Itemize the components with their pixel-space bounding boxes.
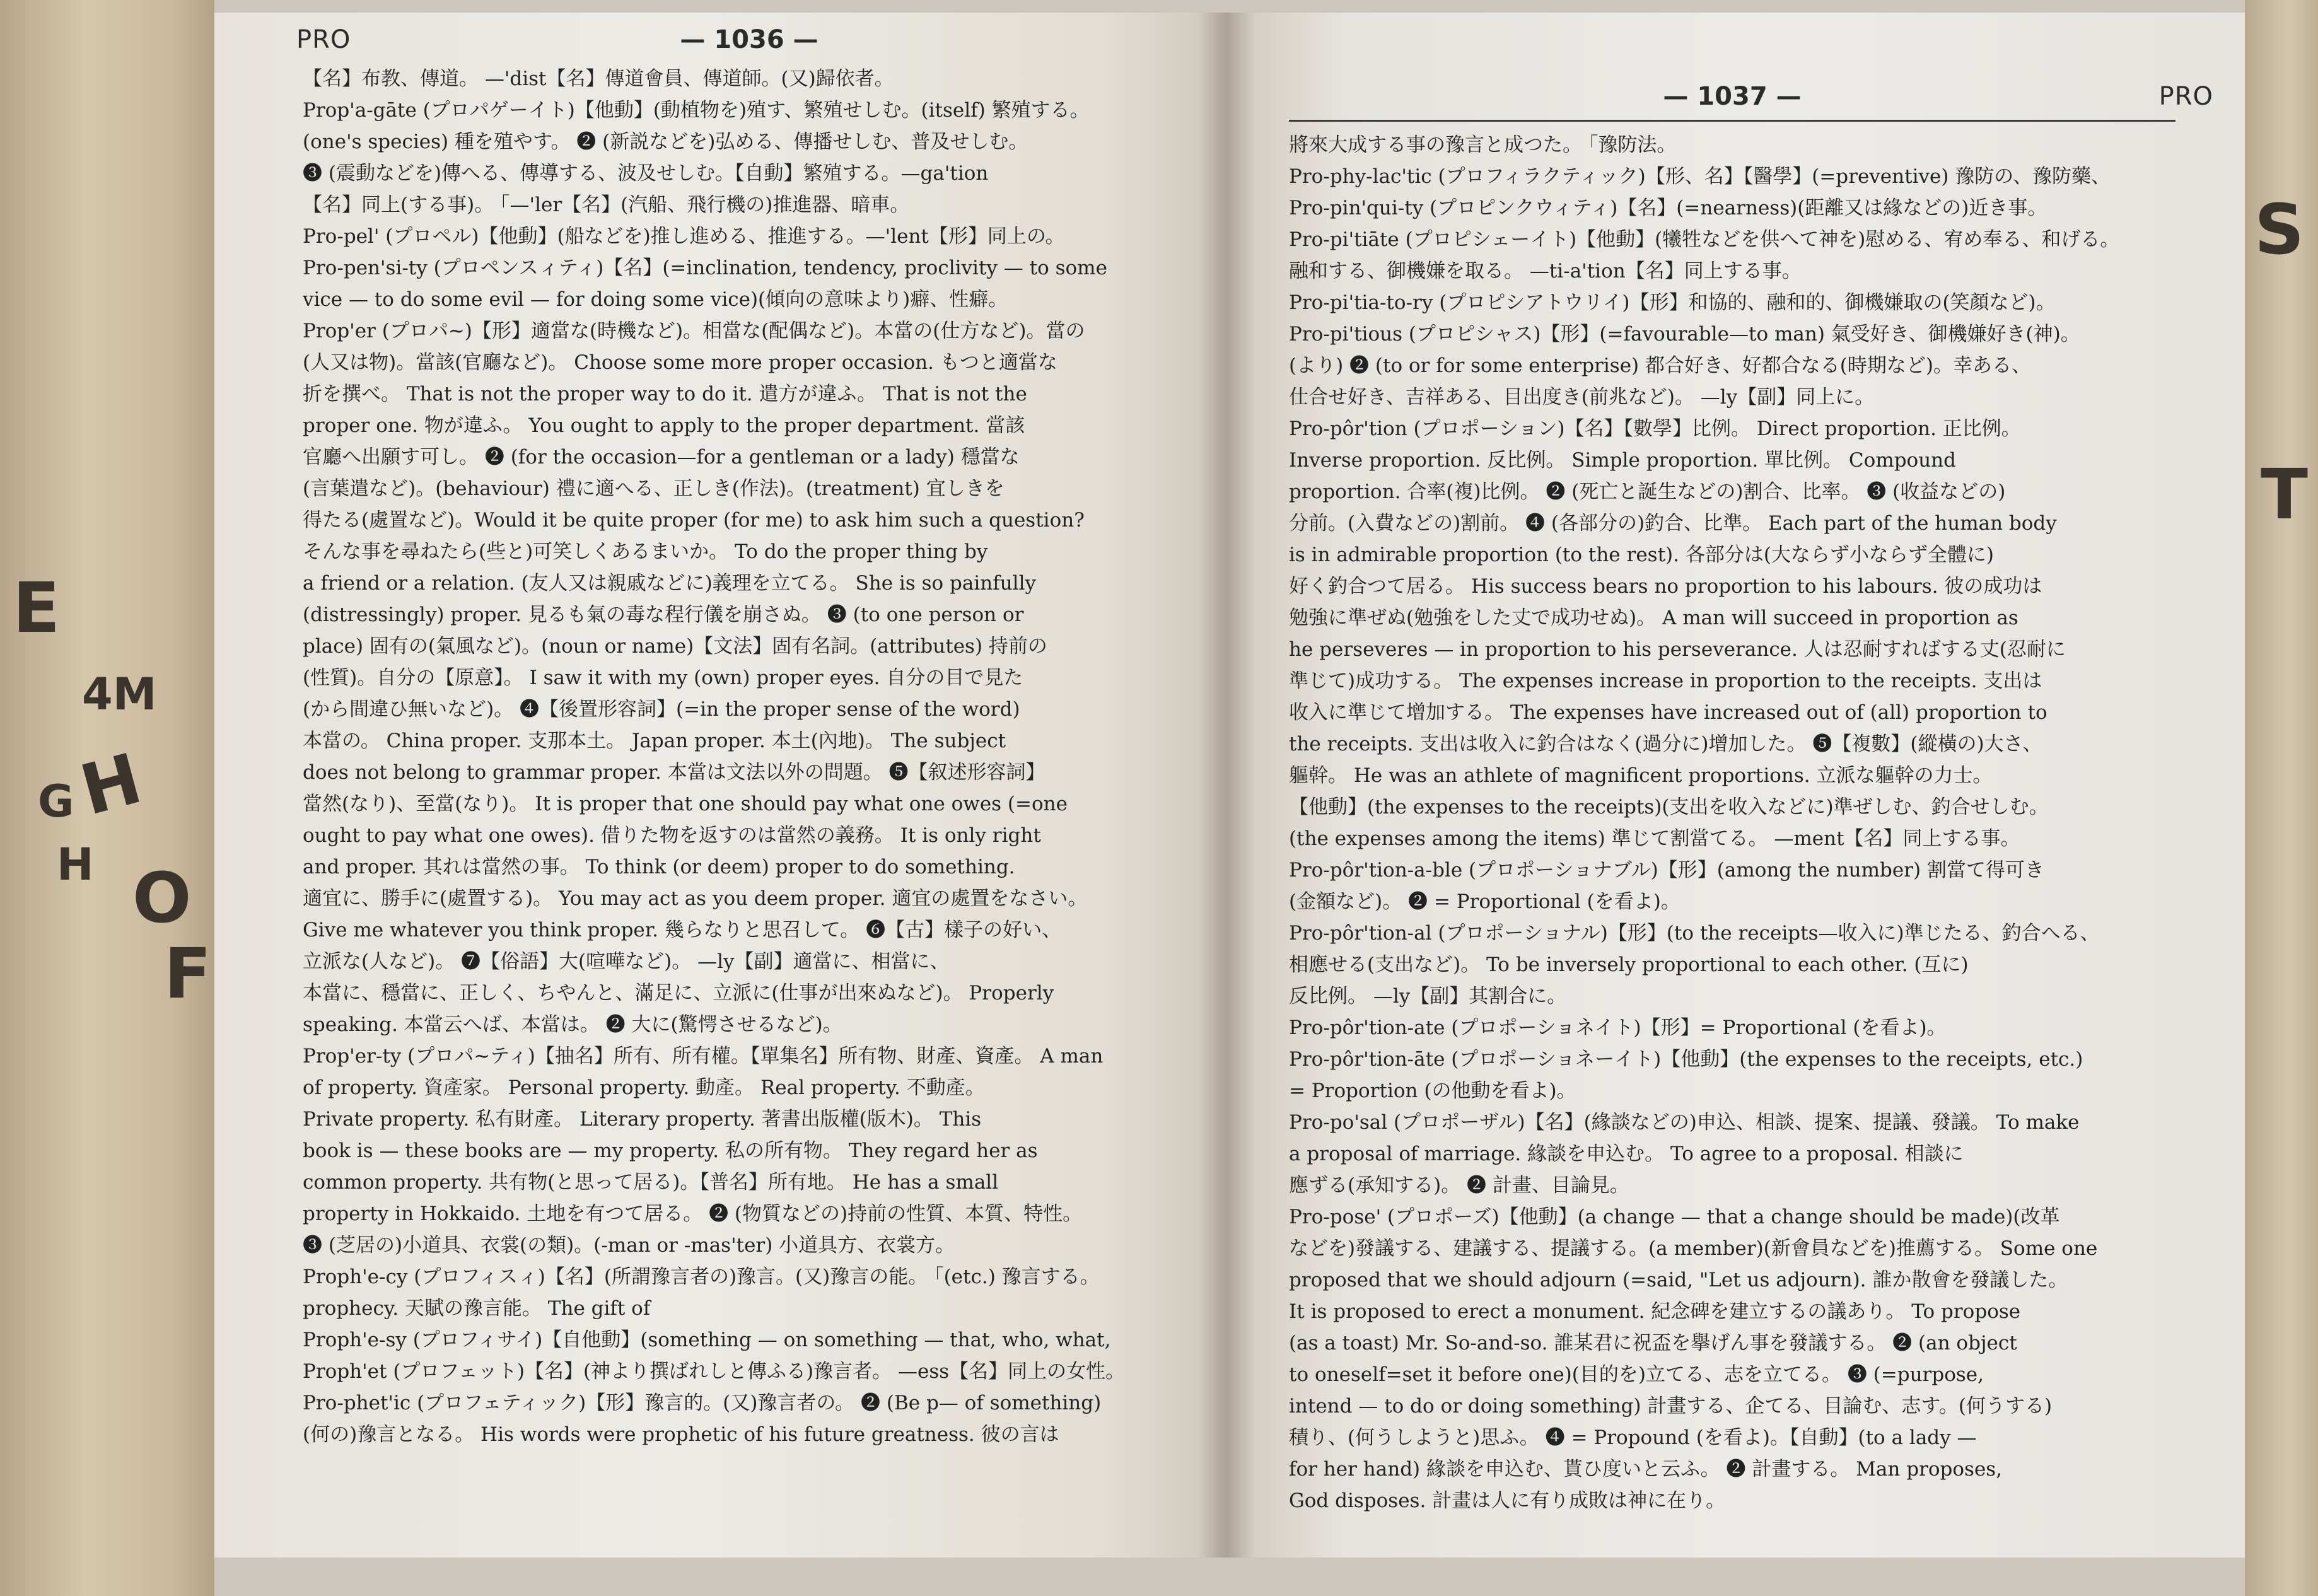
entry-line: 得たる(處置など)。Would it be quite proper (for me) to ask him such a question? — [303, 509, 1085, 532]
entry-line: (distressingly) proper. 見るも氣の毒な程行儀を崩さぬ。 ❸ (to one person or — [303, 603, 1024, 626]
edge-mark: H — [73, 738, 150, 831]
entry-line: Private property. 私有財產。 Literary property. 著書出版權(版木)。 This — [303, 1108, 982, 1131]
entry-line: 將來大成する事の豫言と成つた。 ｢豫防法。 — [1289, 134, 1677, 156]
page-number: — 1036 — — [680, 25, 818, 54]
guide-word: PRO — [2158, 82, 2213, 111]
entry-line: 立派な(人など)。 ❼【俗語】大(喧嘩など)。 —ly【副】適當に、相當に、 — [303, 950, 950, 973]
entry-line: (より) ❷ (to or for some enterprise) 都合好き、好都合なる(時期など)。幸ある、 — [1289, 354, 2031, 377]
entry-line: is in admirable proportion (to the rest). 各部分は(大ならず小ならず全體に) — [1289, 544, 1995, 566]
edge-mark: E — [13, 568, 61, 648]
entry-line: (から間違ひ無いなど)。 ❹【後置形容詞】(=in the proper sense of the word) — [303, 698, 1020, 721]
entry-line: 融和する、御機嫌を取る。 —ti-a'tion【名】同上する事。 — [1289, 260, 1802, 283]
page-header — [296, 25, 1196, 63]
guide-word: PRO — [296, 25, 351, 54]
entry-line: Prop'er-ty (プロパ~ティ)【抽名】所有、所有權。【單集名】所有物、財產、資產。 A man — [303, 1045, 1104, 1068]
entry-line: he perseveres — in proportion to his perseverance. 人は忍耐すればする丈(忍耐に — [1289, 638, 2066, 661]
entry-line: (性質)。自分の【原意】。 I saw it with my (own) proper eyes. 自分の目で見た — [303, 667, 1023, 689]
entry-line: Proph'et (プロフェット)【名】(神より撰ばれしと傳ふる)豫言者。 —ess【名】同上の女性。 — [303, 1360, 1126, 1383]
entry-line: 相應せる(支出など)。 To be inversely proportional to each other. (互に) — [1289, 953, 1969, 976]
entry-line: 仕合せ好き、吉祥ある、目出度き(前兆など)。 —ly【副】同上に。 — [1289, 386, 1875, 409]
entry-line: = Proportion (の他動を看よ)。 — [1289, 1080, 1576, 1102]
entry-line: a proposal of marriage. 緣談を申込む。 To agree to a proposal. 相談に — [1289, 1143, 1964, 1165]
entry-line: Pro-pi'tiāte (プロピシェーイト)【他動】(犧牲などを供へて神を)慰める、宥め奉る、和げる。 — [1289, 228, 2120, 251]
entry-line: Proph'e-sy (プロフィサイ)【自他動】(something — on something — that, who, what, — [303, 1329, 1111, 1351]
entry-line: Prop'er (プロパ~)【形】適當な(時機など)。相當な(配偶など)。本當の(仕方など)。當の — [303, 320, 1085, 342]
entry-line: (言葉遣など)。(behaviour) 禮に適へる、正しき(作法)。(treatment) 宜しきを — [303, 477, 1005, 500]
entry-line: proportion. 合率(複)比例。 ❷ (死亡と誕生などの)割合、比率。 ❸ (收益などの) — [1289, 481, 2006, 503]
entry-line: book is — these books are — my property. 私の所有物。 They regard her as — [303, 1139, 1038, 1162]
book-gutter — [1198, 13, 1255, 1558]
entry-line: Pro-phy-lac'tic (プロフィラクティック)【形、名】【醫學】(=preventive) 豫防の、豫防藥、 — [1289, 165, 2111, 188]
entry-line: 軀幹。 He was an athlete of magnificent proportions. 立派な軀幹の力士。 — [1289, 764, 1993, 787]
entry-line: Prop'a-gāte (プロパゲーイト)【他動】(動植物を)殖す、繁殖せしむ。(itself) 繁殖する。 — [303, 99, 1090, 122]
entry-line: of property. 資產家。 Personal property. 動產。 Real property. 不動產。 — [303, 1076, 985, 1099]
entry-line: common property. 共有物(と思って居る)。【普名】所有地。 He has a small — [303, 1171, 999, 1194]
entry-line: proposed that we should adjourn (=said, "Let us adjourn). 誰か散會を發議した。 — [1289, 1269, 2068, 1291]
entry-line: Pro-pi'tia-to-ry (プロピシアトウリイ)【形】和協的、融和的、御機嫌取の(笑顏など)。 — [1289, 291, 2056, 314]
entry-line: (人又は物)。當該(官廳など)。 Choose some more proper occasion. もつと適當な — [303, 351, 1057, 374]
entry-line: 準じて)成功する。 The expenses increase in proportion to the receipts. 支出は — [1289, 670, 2042, 692]
entry-line: Pro-pôr'tion (プロポーション)【名】【數學】比例。 Direct proportion. 正比例。 — [1289, 417, 2021, 440]
right-page — [1223, 13, 2245, 1558]
entry-line: It is proposed to erect a monument. 紀念碑を建立するの議あり。 To propose — [1289, 1300, 2021, 1323]
entry-line: place) 固有の(氣風など)。(noun or name)【文法】固有名詞。(attributes) 持前の — [303, 635, 1047, 658]
edge-mark: T — [2261, 454, 2309, 535]
entry-line: does not belong to grammar proper. 本當は文法以外の問題。 ❺【叙述形容詞】 — [303, 761, 1045, 784]
entry-line: Pro-pôr'tion-āte (プロポーショネーイト)【他動】(the expenses to the receipts, etc.) — [1289, 1048, 2083, 1071]
entry-line: そんな事を尋ねたら(些と)可笑しくあるまいか。 To do the proper thing by — [303, 540, 988, 563]
entry-line: proper one. 物が違ふ。 You ought to apply to the proper department. 當該 — [303, 414, 1025, 437]
entry-line: 分前。(入費などの)割前。 ❹ (各部分の)釣合、比準。 Each part of the human body — [1289, 512, 2057, 535]
entry-line: Pro-pin'qui-ty (プロピンクウィティ)【名】(=nearness)(距離又は緣などの)近き事。 — [1289, 197, 2047, 219]
entry-line: ❸ (震動などを)傳へる、傳導する、波及せしむ。【自動】繁殖する。—ga'tion — [303, 162, 989, 185]
entry-line: Pro-pôr'tion-a-ble (プロポーショナブル)【形】(among the number) 割當て得可き — [1289, 859, 2044, 882]
edge-mark: F — [164, 933, 212, 1014]
entry-line: ❸ (芝居の)小道具、衣裳(の類)。(-man or -mas'ter) 小道具方、衣裳方。 — [303, 1234, 955, 1257]
entry-line: 反比例。 —ly【副】其割合に。 — [1289, 985, 1567, 1008]
entry-line: 積り、(何うしようと)思ふ。 ❹ = Propound (を看よ)。【自動】(to a lady — — [1289, 1426, 1977, 1449]
entry-line: property in Hokkaido. 土地を有つて居る。 ❷ (物質などの)持前の性質、本質、特性。 — [303, 1203, 1083, 1225]
entry-line: Pro-pôr'tion-al (プロポーショナル)【形】(to the receipts—收入に)準じたる、釣合へる、 — [1289, 922, 2100, 945]
entry-line: Pro-po'sal (プロポーザル)【名】(緣談などの)申込、相談、提案、提議、發議。 To make — [1289, 1111, 2080, 1134]
dictionary-entries — [303, 63, 1196, 1450]
entry-line: (one's species) 種を殖やす。 ❷ (新説などを)弘める、傳播せしむ、普及せしむ。 — [303, 131, 1028, 153]
entry-line: 【名】同上(する事)。 ｢—'ler【名】(汽船、飛行機の)推進器、暗車。 — [303, 194, 910, 216]
edge-mark: G — [38, 776, 74, 827]
entry-line: Pro-phet'ic (プロフェティック)【形】豫言的。(又)豫言者の。 ❷ (Be p— of something) — [303, 1392, 1102, 1414]
entry-line: Proph'e-cy (プロフィスィ)【名】(所謂豫言者の)豫言。(又)豫言の能。 ｢(etc.) 豫言する。 — [303, 1266, 1100, 1288]
entry-line: (as a toast) Mr. So-and-so. 誰某君に祝盃を擧げん事を發議する。 ❷ (an object — [1289, 1332, 2017, 1354]
entry-line: 折を撰べ。 That is not the proper way to do it. 遣方が違ふ。 That is not the — [303, 383, 1027, 405]
entry-line: God disposes. 計畫は人に有り成敗は神に在り。 — [1289, 1489, 1726, 1512]
thumb-index-left — [13, 568, 212, 1135]
entry-line: (金額など)。 ❷ = Proportional (を看よ)。 — [1289, 890, 1680, 913]
entry-line: intend — to do or doing something) 計畫する、企てる、目論む、志す。(何うする) — [1289, 1395, 2053, 1418]
entry-line: to oneself=set it before one)(目的を)立てる、志を立てる。 ❸ (=purpose, — [1289, 1363, 1984, 1386]
entry-line: for her hand) 緣談を申込む、貰ひ度いと云ふ。 ❷ 計畫する。 Man proposes, — [1289, 1458, 2003, 1481]
entry-line: 官廳へ出願す可し。 ❷ (for the occasion—for a gentleman or a lady) 穩當な — [303, 446, 1020, 469]
entry-line: speaking. 本當云へば、本當は。 ❷ 大に(驚愕させるなど)。 — [303, 1013, 842, 1036]
page-number: — 1037 — — [1663, 82, 1802, 111]
entry-line: ought to pay what one owes). 借りた物を返すのは當然の義務。 It is only right — [303, 824, 1041, 847]
entry-line: 勉強に準ぜぬ(勉強をした丈で成功せぬ)。 A man will succeed in proportion as — [1289, 607, 2018, 629]
entry-line: (何の)豫言となる。 His words were prophetic of his future greatness. 彼の言は — [303, 1423, 1059, 1446]
edge-mark: S — [2254, 189, 2305, 270]
edge-mark: 4M — [82, 668, 157, 720]
entry-line: (the expenses among the items) 準じて割當てる。 —ment【名】同上する事。 — [1289, 827, 2020, 850]
entry-line: a friend or a relation. (友人又は親戚などに)義理を立てる。 She is so painfully — [303, 572, 1037, 595]
dictionary-entries — [1289, 129, 2175, 1517]
entry-line: 收入に準じて增加する。 The expenses have increased out of (all) proportion to — [1289, 701, 2047, 724]
entry-line: 本當に、穩當に、正しく、ちやんと、滿足に、立派に(仕事が出來ぬなど)。 Properly — [303, 982, 1054, 1005]
entry-line: Inverse proportion. 反比例。 Simple proportion. 單比例。 Compound — [1289, 449, 1956, 472]
entry-line: 本當の。 China proper. 支那本土。 Japan proper. 本土(內地)。 The subject — [303, 730, 1006, 752]
entry-line: などを)發議する、建議する、提議する。(a member)(新會員などを)推薦する。 Some one — [1289, 1237, 2098, 1260]
entry-line: 好く釣合つて居る。 His success bears no proportion to his labours. 彼の成功は — [1289, 575, 2042, 598]
edge-mark: O — [132, 858, 192, 938]
page-header — [1289, 82, 2213, 122]
entry-line: 【他動】(the expenses to the receipts)(支出を收入などに)準ぜしむ、釣合せしむ。 — [1289, 796, 2049, 818]
entry-line: prophecy. 天賦の豫言能。 The gift of — [303, 1297, 651, 1320]
entry-line: 適宜に、勝手に(處置する)。 You may act as you deem proper. 適宜の處置をなさい。 — [303, 887, 1088, 910]
entry-line: 【名】布教、傳道。 —'dist【名】傳道會員、傳道師。(又)歸依者。 — [303, 67, 894, 90]
entry-line: vice — to do some evil — for doing some vice)(傾向の意味より)癖、性癖。 — [303, 288, 1008, 311]
entry-line: Give me whatever you think proper. 幾らなりと思召して。 ❻【古】樣子の好い、 — [303, 919, 1062, 941]
entry-line: Pro-pi'tious (プロピシャス)【形】(=favourable—to man) 氣受好き、御機嫌好き(神)。 — [1289, 323, 2080, 346]
entry-line: Pro-pôr'tion-ate (プロポーショネイト)【形】= Proportional (を看よ)。 — [1289, 1016, 1947, 1039]
entry-line: 應ずる(承知する)。 ❷ 計畫、目論見。 — [1289, 1174, 1629, 1197]
thumb-index-right — [2254, 189, 2311, 757]
entry-line: the receipts. 支出は收入に釣合はなく(過分に)增加した。 ❺【複數】(縱橫の)大さ、 — [1289, 733, 2042, 755]
entry-line: 當然(なり)、至當(なり)。 It is proper that one should pay what one owes (=one — [303, 793, 1068, 815]
entry-line: and proper. 其れは當然の事。 To think (or deem) proper to do something. — [303, 856, 1015, 878]
entry-line: Pro-pose' (プロポーズ)【他動】(a change — that a change should be made)(改革 — [1289, 1206, 2060, 1228]
entry-line: Pro-pel' (プロペル)【他動】(船などを)推し進める、推進する。—'lent【形】同上の。 — [303, 225, 1065, 248]
left-page — [214, 13, 1223, 1558]
edge-mark: H — [57, 839, 94, 890]
entry-line: Pro-pen'si-ty (プロペンスィティ)【名】(=inclination, tendency, proclivity — to some — [303, 257, 1107, 279]
